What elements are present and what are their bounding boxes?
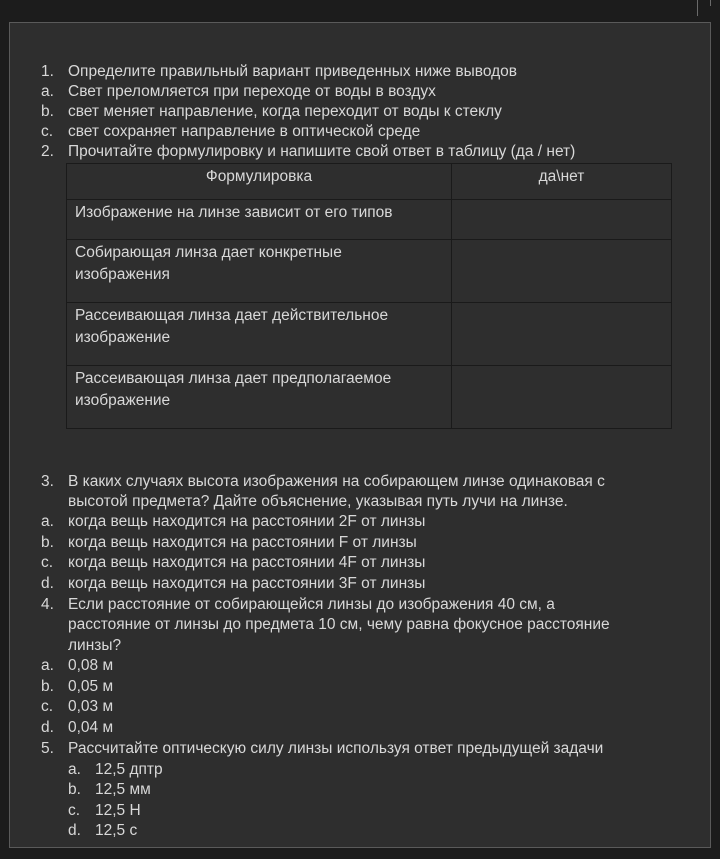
scrollbar-marker-small bbox=[710, 0, 711, 6]
q1-option-a-mark: a. bbox=[41, 83, 54, 100]
q3-option-d: когда вещь находится на расстоянии 3F от линзы bbox=[68, 575, 426, 592]
statement-text: Изображение на линзе зависит от его типов bbox=[75, 204, 393, 221]
q4-option-a-mark: a. bbox=[41, 657, 54, 674]
q1-title: Определите правильный вариант приведенных ниже выводов bbox=[68, 63, 518, 80]
table-row bbox=[67, 200, 672, 240]
answer-table bbox=[66, 163, 672, 429]
q3-title-line2: высотой предмета? Дайте объяснение, указывая путь лучи на линзе. bbox=[68, 493, 568, 510]
q5-option-d: 12,5 с bbox=[95, 822, 138, 839]
q3-option-b-mark: b. bbox=[41, 534, 54, 551]
statement-cell bbox=[67, 366, 452, 429]
table-row bbox=[67, 366, 672, 429]
statement-cell bbox=[67, 240, 452, 303]
q1-option-b-mark: b. bbox=[41, 103, 54, 120]
statement-text-line1: Рассеивающая линза дает действительное bbox=[75, 307, 389, 324]
q3-option-c-mark: c. bbox=[41, 554, 54, 571]
q4-title-line2: расстояние от линзы до предмета 10 см, чему равна фокусное расстояние bbox=[68, 616, 610, 633]
q4-number: 4. bbox=[41, 596, 54, 613]
table-row bbox=[67, 303, 672, 366]
q5-number: 5. bbox=[41, 740, 54, 757]
q4-option-b-mark: b. bbox=[41, 678, 54, 695]
q3-option-c: когда вещь находится на расстоянии 4F от линзы bbox=[68, 554, 426, 571]
q3-option-a-mark: a. bbox=[41, 513, 54, 530]
statement-cell bbox=[67, 303, 452, 366]
q5-title: Рассчитайте оптическую силу линзы используя ответ предыдущей задачи bbox=[68, 740, 604, 757]
q1-number: 1. bbox=[41, 63, 54, 80]
q4-option-d-mark: d. bbox=[41, 719, 54, 736]
q4-title-line1: Если расстояние от собирающейся линзы до изображения 40 см, а bbox=[68, 596, 555, 613]
answer-cell[interactable] bbox=[452, 200, 672, 240]
q3-option-a: когда вещь находится на расстоянии 2F от линзы bbox=[68, 513, 426, 530]
statement-cell bbox=[67, 200, 452, 240]
q5-option-d-mark: d. bbox=[68, 822, 81, 839]
q5-option-c-mark: c. bbox=[68, 802, 81, 819]
q1-option-c-mark: c. bbox=[41, 123, 54, 140]
q1-option-c: свет сохраняет направление в оптической среде bbox=[68, 123, 421, 140]
q1-option-b: свет меняет направление, когда переходит от воды к стеклу bbox=[68, 103, 502, 120]
q1-option-a: Свет преломляется при переходе от воды в воздух bbox=[68, 83, 436, 100]
statement-text-line2: изображения bbox=[75, 266, 170, 283]
q5-option-b-mark: b. bbox=[68, 781, 81, 798]
statement-text-line1: Собирающая линза дает конкретные bbox=[75, 244, 342, 261]
window-top-bar bbox=[0, 0, 720, 22]
q2-number: 2. bbox=[41, 143, 54, 160]
q4-option-a: 0,08 м bbox=[68, 657, 114, 674]
q3-option-b: когда вещь находится на расстоянии F от линзы bbox=[68, 534, 417, 551]
q5-option-a: 12,5 дптр bbox=[95, 761, 163, 778]
header-statement: Формулировка bbox=[67, 164, 452, 200]
q5-option-a-mark: a. bbox=[68, 761, 81, 778]
q5-option-c: 12,5 Н bbox=[95, 802, 141, 819]
answer-cell[interactable] bbox=[452, 240, 672, 303]
scrollbar-marker bbox=[697, 0, 698, 16]
q4-option-d: 0,04 м bbox=[68, 719, 114, 736]
q3-title-line1: В каких случаях высота изображения на собирающем линзе одинаковая с bbox=[68, 473, 605, 490]
q2-title: Прочитайте формулировку и напишите свой ответ в таблицу (да / нет) bbox=[68, 143, 576, 160]
header-answer: да\нет bbox=[452, 164, 672, 200]
table-row bbox=[67, 240, 672, 303]
statement-text-line2: изображение bbox=[75, 392, 171, 409]
q4-option-c: 0,03 м bbox=[68, 698, 114, 715]
statement-text-line1: Рассеивающая линза дает предполагаемое bbox=[75, 370, 392, 387]
q3-option-d-mark: d. bbox=[41, 575, 54, 592]
answer-cell[interactable] bbox=[452, 366, 672, 429]
answer-cell[interactable] bbox=[452, 303, 672, 366]
table-header-row bbox=[67, 164, 672, 200]
q4-title-line3: линзы? bbox=[68, 637, 122, 654]
q4-option-c-mark: c. bbox=[41, 698, 54, 715]
q4-option-b: 0,05 м bbox=[68, 678, 114, 695]
q5-option-b: 12,5 мм bbox=[95, 781, 151, 798]
q3-number: 3. bbox=[41, 473, 54, 490]
statement-text-line2: изображение bbox=[75, 329, 171, 346]
